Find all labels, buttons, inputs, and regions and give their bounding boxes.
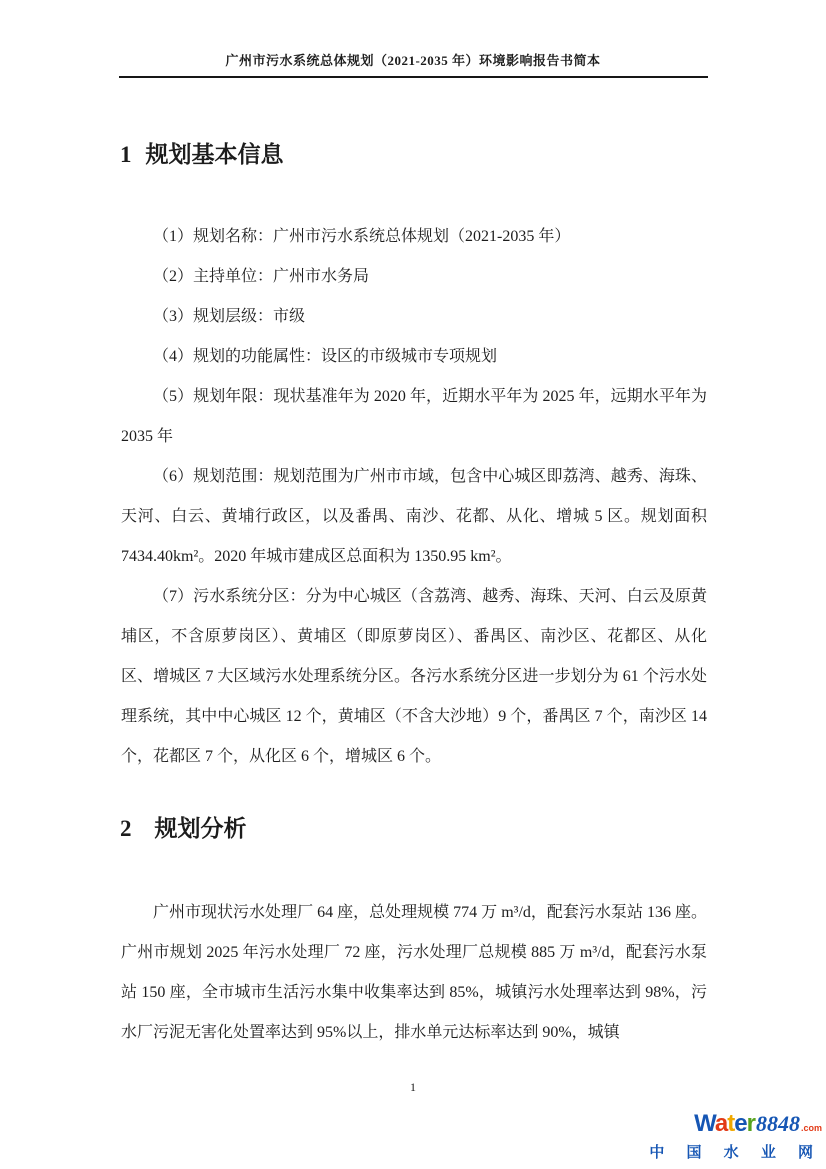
section-1-number: 1 [120,142,132,167]
host-unit-paragraph: （2）主持单位：广州市水务局 [153,268,370,285]
section-1-body [121,217,707,777]
plan-level-paragraph: （3）规划层级：市级 [153,308,306,325]
watermark-letter: e [734,1110,747,1137]
plan-name-paragraph: （1）规划名称：广州市污水系统总体规划（2021-2035 年） [153,228,571,245]
section-2-title: 规划分析 [154,815,247,841]
watermark-letter: W [694,1110,715,1137]
plan-analysis-paragraph: 广州市现状污水处理厂 64 座，总处理规模 774 万 m³/d，配套污水泵站 136 座。广州市规划 2025 年污水处理厂 72 座，污水处理厂总规模 885 万 m³/d，配套污水泵站 150 座，全市城市生活污水集中收集率达到 85%，城镇污水处理率达到 98%，污水厂污泥无害化处置率达到 95%以上，排水单元达标率达到 90%，城镇 [121,904,707,1041]
watermark-word-water [694,1112,755,1136]
watermark-number: 8848 [755,1111,800,1136]
section-2-heading [120,813,706,844]
section-2-number: 2 [120,816,132,841]
watermark-subtitle: 中 国 水 业 网 [649,1144,822,1161]
section-2-body [121,893,707,1053]
watermark-domain-suffix: .com [800,1123,822,1133]
page-number: 1 [410,1080,416,1094]
watermark-letter: r [746,1110,755,1137]
plan-scope-paragraph: （6）规划范围：规划范围为广州市市域，包含中心城区即荔湾、越秀、海珠、天河、白云、黄埔行政区，以及番禺、南沙、花都、从化、增城 5 区。规划面积 7434.40km²。2020 年城市建成区总面积为 1350.95 km²。 [121,468,707,565]
header-divider-line [119,76,708,78]
sewage-zoning-paragraph: （7）污水系统分区：分为中心城区（含荔湾、越秀、海珠、天河、白云及原黄埔区，不含原萝岗区）、黄埔区（即原萝岗区）、番禺区、南沙区、花都区、从化区、增城区 7 大区域污水处理系统分区。各污水系统分区进一步划分为 61 个污水处理系统，其中中心城区 12 个，黄埔区（不含大沙地）9 个，番禺区 7 个，南沙区 14 个，花都区 7 个，从化区 6 个，增城区 6 个。 [121,588,707,765]
plan-horizon-paragraph: （5）规划年限：现状基准年为 2020 年，近期水平年为 2025 年，远期水平年为 2035 年 [121,388,707,445]
section-1-title: 规划基本信息 [145,141,284,167]
running-header-title: 广州市污水系统总体规划（2021-2035 年）环境影响报告书简本 [225,53,601,68]
watermark-wordmark [649,1112,822,1140]
watermark-logo [649,1112,822,1162]
watermark-letter: a [714,1110,728,1137]
watermark-letter: t [727,1110,735,1137]
plan-attribute-paragraph: （4）规划的功能属性：设区的市级城市专项规划 [153,348,498,365]
section-1-heading [120,139,706,170]
